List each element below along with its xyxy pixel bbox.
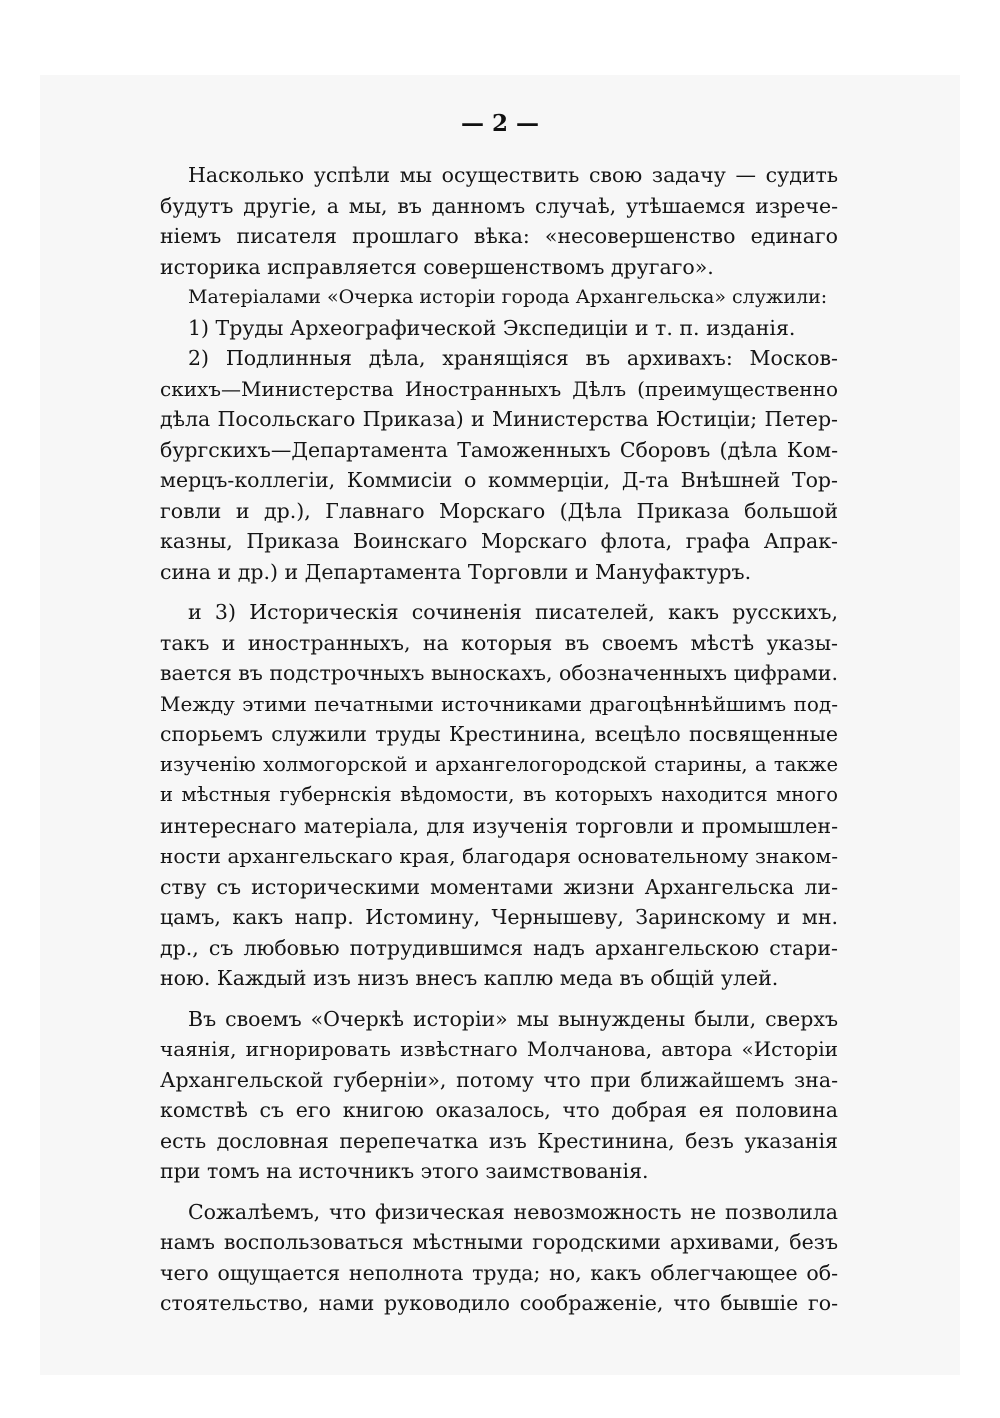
- paragraph-item-1: [160, 313, 838, 344]
- paragraph-spacer: [160, 587, 838, 597]
- text-line: дѣла Посольскаго Приказа) и Министерства Юстиціи; Петер-: [160, 407, 838, 431]
- text-line: бургскихъ—Департамента Таможенныхъ Сборовъ (дѣла Ком-: [160, 437, 838, 462]
- text-line: Сожалѣемъ, что физическая невозможность не позволила: [188, 1199, 838, 1224]
- text-line: скихъ—Министерства Иностранныхъ Дѣлъ (преимущественно: [160, 376, 838, 401]
- text-line: ности архангельскаго края, благодаря основательному знаком-: [160, 844, 838, 868]
- text-line: мерцъ-коллегіи, Коммисіи о коммерціи, Д-та Внѣшней Тор-: [160, 468, 838, 492]
- text-line: чаянія, игнорировать извѣстнаго Молчанова, автора «Исторіи: [160, 1037, 838, 1061]
- text-line: Матеріалами «Очерка исторіи города Архангельска» служили:: [188, 286, 828, 308]
- text-line: говли и др.), Главнаго Морскаго (Дѣла Приказа большой: [160, 498, 838, 523]
- text-line: изученію холмогорской и архангелогородской старины, а также: [160, 752, 838, 776]
- text-line: комствѣ съ его книгою оказалось, что добрая ея половина: [160, 1098, 838, 1122]
- text-line: чего ощущается неполнота труда; но, какъ облегчающее об-: [160, 1260, 838, 1285]
- text-line: интереснаго матеріала, для изученія торговли и промышлен-: [160, 813, 838, 838]
- text-line: казны, Приказа Воинскаго Морскаго флота, графа Апрак-: [160, 529, 838, 553]
- text-line: стоятельство, нами руководило соображеніе, что бывшіе го-: [160, 1291, 838, 1315]
- text-line: 1) Труды Археографической Экспедиціи и т. п. изданія.: [188, 315, 796, 340]
- text-line: Въ своемъ «Очеркѣ исторіи» мы вынуждены были, сверхъ: [188, 1006, 838, 1031]
- paragraph-item-2: [160, 343, 838, 587]
- text-line: Между этими печатными источниками драгоцѣннѣйшимъ под-: [160, 691, 838, 716]
- page-number: — 2 —: [460, 110, 540, 137]
- text-line: др., съ любовью потрудившимся надъ архангельскою стари-: [160, 935, 838, 960]
- text-line: ною. Каждый изъ низъ внесъ каплю меда въ общій улей.: [160, 966, 779, 990]
- text-line: и мѣстныя губернскія вѣдомости, въ которыхъ находится много: [160, 783, 838, 806]
- paragraph-materials: [160, 282, 838, 313]
- paragraph-item-3: [160, 597, 838, 994]
- text-line: при томъ на источникъ этого заимствованія.: [160, 1159, 649, 1183]
- paragraph-spacer: [160, 1187, 838, 1197]
- body-text: [160, 160, 838, 1319]
- paragraph-intro: [160, 160, 838, 282]
- text-line: цамъ, какъ напр. Истомину, Чернышеву, Заринскому и мн.: [160, 905, 838, 929]
- text-line: вается въ подстрочныхъ выноскахъ, обозначенныхъ цифрами.: [160, 661, 838, 685]
- text-line: есть дословная перепечатка изъ Крестинина, безъ указанія: [160, 1128, 838, 1153]
- text-line: спорьемъ служили труды Крестинина, всецѣло посвященные: [160, 722, 838, 746]
- text-line: историка исправляется совершенствомъ другаго».: [160, 254, 714, 279]
- paragraph-molchanov: [160, 1004, 838, 1187]
- text-line: намъ воспользоваться мѣстными городскими архивами, безъ: [160, 1230, 838, 1254]
- text-line: 2) Подлинныя дѣла, хранящіяся въ архивахъ: Москов-: [188, 346, 838, 370]
- paragraph-regret: [160, 1197, 838, 1319]
- text-line: такъ и иностранныхъ, на которыя въ своемъ мѣстѣ указы-: [160, 630, 838, 655]
- text-line: и 3) Историческія сочиненія писателей, какъ русскихъ,: [188, 600, 838, 624]
- text-line: Насколько успѣли мы осуществить свою задачу — судить: [188, 163, 838, 187]
- text-line: ству съ историческими моментами жизни Архангельска ли-: [160, 874, 838, 899]
- text-line: сина и др.) и Департамента Торговли и Мануфактуръ.: [160, 559, 752, 584]
- text-line: будутъ другіе, а мы, въ данномъ случаѣ, утѣшаемся изрече-: [160, 193, 838, 218]
- paragraph-spacer: [160, 994, 838, 1004]
- text-line: ніемъ писателя прошлаго вѣка: «несовершенство единаго: [160, 224, 838, 248]
- text-line: Архангельской губерніи», потому что при ближайшемъ зна-: [160, 1067, 838, 1092]
